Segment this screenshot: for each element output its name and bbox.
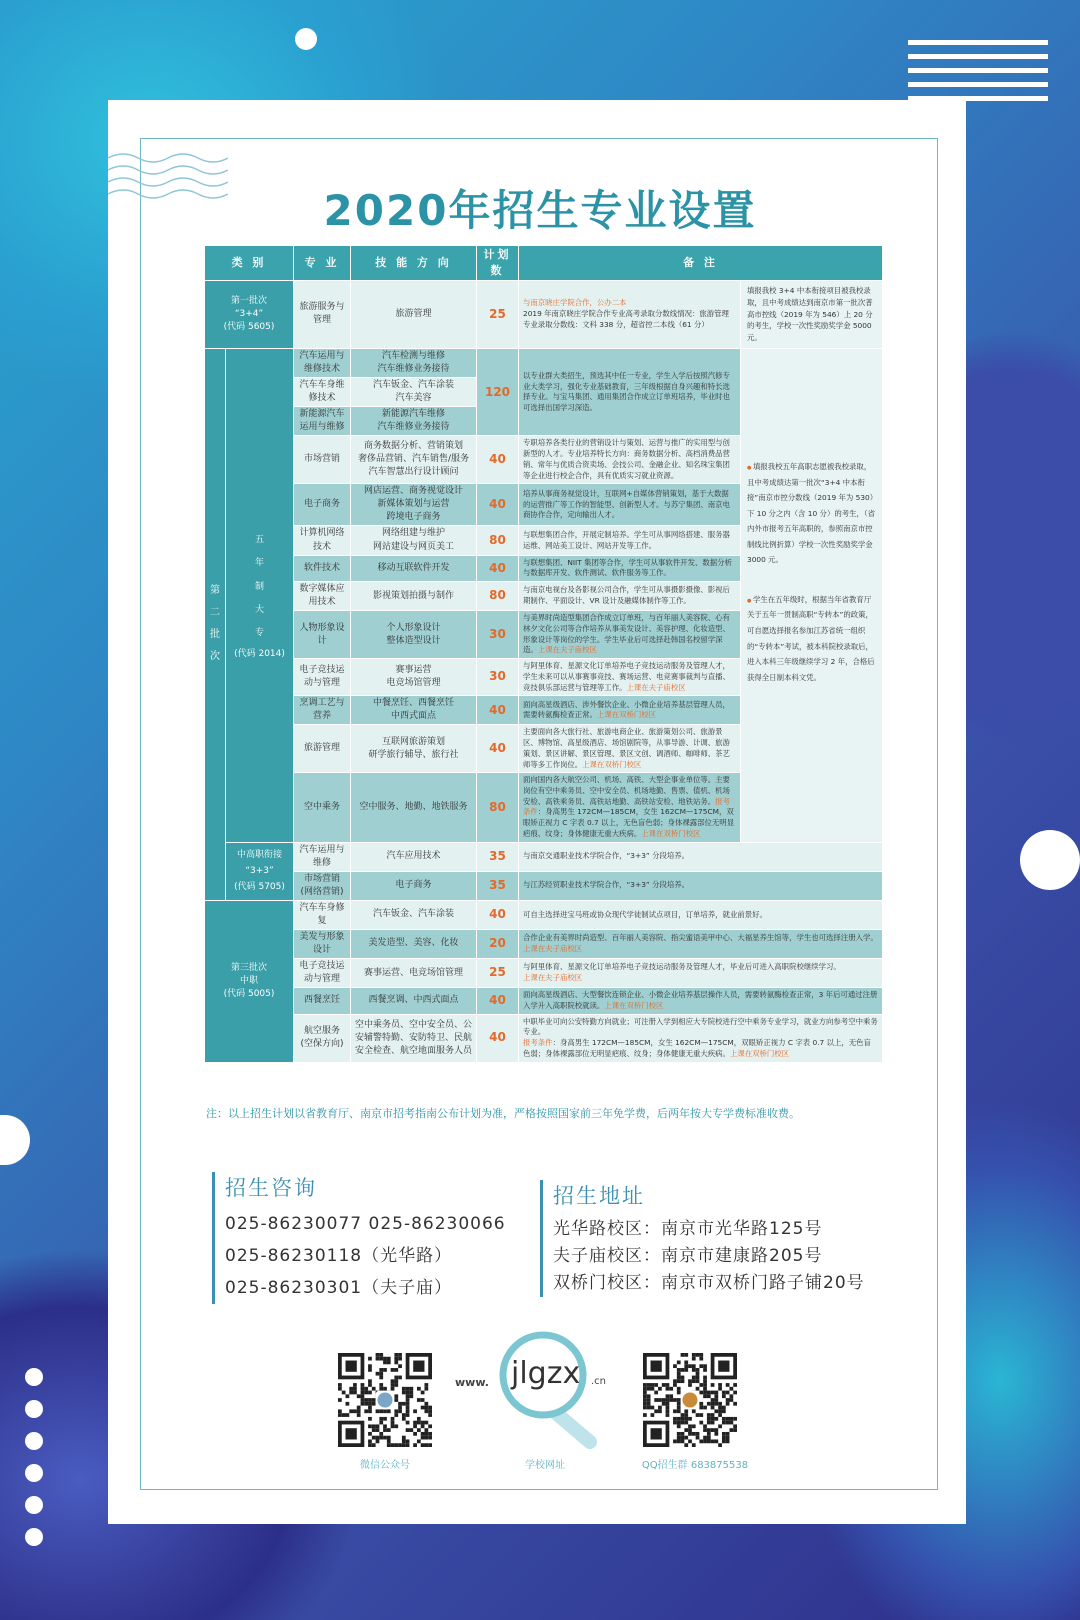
- remark-text: 与南京电视台及各影视公司合作，学生可从事摄影摄像、影视后期制作、平面设计、VR 设计及融媒体制作等工作。: [523, 585, 730, 606]
- remark-cell: [519, 280, 741, 348]
- major-cell: 新能源汽车运用与维修: [294, 407, 351, 436]
- highlight-text: 与南京晓庄学院合作，公办二本: [523, 298, 627, 308]
- majors-table: [204, 245, 883, 1063]
- major-cell: 电子竞技运动与管理: [294, 959, 351, 988]
- skills-cell: 西餐烹调、中西式面点: [351, 988, 477, 1014]
- highlight-text: 上课在夫子庙校区: [523, 973, 583, 983]
- group-code: (代码 2014): [234, 648, 285, 659]
- side-note: [747, 459, 876, 568]
- plan-count-cell: 40: [477, 436, 519, 484]
- plan-count-cell: 25: [477, 959, 519, 988]
- remark-text: ：身高男生 172CM—185CM，女生 162CM—175CM，双眼矫正视力 C 字表 0.7 以上，无色盲色弱；身体裸露部位无明显疤痕、纹身；身体健康无重大疾病。: [523, 807, 735, 838]
- bg-dot: [25, 1464, 43, 1482]
- table-row: [205, 1014, 883, 1062]
- highlight-text: 报考条件: [523, 796, 730, 817]
- consult-phone: 025-86230118（光华路）: [225, 1246, 453, 1266]
- skills-cell: 新能源汽车维修 汽车维修业务接待: [351, 407, 477, 436]
- group-cell: [226, 349, 294, 843]
- group-label: 五年制大专: [254, 534, 264, 639]
- skills-cell: 互联网旅游策划 研学旅行辅导、旅行社: [351, 725, 477, 773]
- highlight-text: 上课在双桥门校区: [596, 710, 657, 720]
- remark-cell: [519, 773, 741, 842]
- skills-cell: 移动互联软件开发: [351, 555, 477, 581]
- major-cell: 旅游管理: [294, 725, 351, 773]
- remark-cell: [519, 988, 883, 1014]
- remark-cell: [519, 725, 741, 773]
- bg-dot: [25, 1496, 43, 1514]
- plan-count-cell: 40: [477, 484, 519, 526]
- plan-count-cell: 35: [477, 842, 519, 871]
- major-cell: 烹调工艺与营养: [294, 696, 351, 725]
- remark-cell: [519, 526, 741, 555]
- skills-cell: 个人形象设计 整体造型设计: [351, 611, 477, 659]
- address-line: 夫子庙校区：南京市建康路205号: [553, 1246, 823, 1266]
- skills-cell: 美发造型、美容、化妆: [351, 929, 477, 958]
- remark-text: 与南京交通职业技术学院合作，“3+3” 分段培养。: [523, 851, 690, 861]
- header-cell: 类 别: [205, 246, 294, 281]
- school-website-logo[interactable]: [455, 1330, 630, 1450]
- remark-cell: [519, 484, 741, 526]
- plan-count-cell: 40: [477, 1014, 519, 1062]
- footnote: 注：以上招生计划以省教育厅、南京市招考指南公布计划为准，严格按照国家前三年免学费，后两年按大专学费标准收费。: [206, 1107, 800, 1120]
- major-cell: 汽车车身维修技术: [294, 378, 351, 407]
- bg-dot: [25, 1400, 43, 1418]
- remark-cell: [519, 582, 741, 611]
- side-note: 填报我校 3+4 中本衔接项目被我校录取，且中考成绩达到南京市第一批次普高市控线（2019 年为 546）上 20 分的考生，学校一次性奖励奖学金 5000 元。: [741, 280, 883, 348]
- wechat-qr-label: 微信公众号: [360, 1460, 410, 1471]
- major-cell: 市场营销 (网络营销): [294, 871, 351, 900]
- table-row: [205, 871, 883, 900]
- bg-dot: [295, 28, 317, 50]
- remark-text: 与阿里体育、星源文化订单培养电子竞技运动服务及管理人才，学生未来可以从事赛事竞技、赛场运营、电竞赛事裁判与直播、竞技俱乐部运营与管理等工作。: [523, 661, 730, 692]
- highlight-text: 上课在双桥门校区: [604, 1000, 664, 1010]
- skills-cell: 影视策划拍摄与制作: [351, 582, 477, 611]
- major-cell: 市场营销: [294, 436, 351, 484]
- major-cell: 汽车运用与维修: [294, 842, 351, 871]
- site-prefix: www.: [455, 1376, 489, 1389]
- skills-cell: 空中服务、地勤、地铁服务: [351, 773, 477, 842]
- remark-cell: [519, 871, 883, 900]
- header-cell: 专 业: [294, 246, 351, 281]
- skills-cell: 旅游管理: [351, 280, 477, 348]
- group-label: “3+3”: [245, 866, 274, 877]
- skills-cell: 电子商务: [351, 871, 477, 900]
- skills-cell: 赛事运营、电竞场馆管理: [351, 959, 477, 988]
- major-cell: 西餐烹饪: [294, 988, 351, 1014]
- plan-count-cell: 30: [477, 659, 519, 696]
- address-title: 招生地址: [553, 1184, 645, 1208]
- side-note-text: 填报我校五年高职志愿被我校录取，且中考成绩达第一批次“3+4 中本衔接”南京市控分数线（2019 年为 530）下 10 分之内（含 10 分）的考生，（省内外市报考五年高职的，参照南京市控制线比例折算）学校一次性奖励奖学金 3000 元。: [747, 462, 875, 565]
- table-row: [205, 929, 883, 958]
- remark-text: 面向高星级酒店、涉外餐饮企业、小微企业培养基层管理人员，需要转氨酶检查正常。: [523, 699, 730, 720]
- remark-text: 2019 年南京晓庄学院合作专业高考录取分数线情况：旅游管理专业录取分数线：文科 338 分，超省控二本线（61 分）: [523, 309, 729, 329]
- batch-label: (代码 5005): [223, 988, 275, 999]
- remark-text: 与美界时尚造型集团合作成立订单班，与百年丽人美容院、心有林夕文化公司等合作培养从事美发设计、美容护理、化妆造型、形象设计等岗位的学生。学生毕业后可选择赴韩国名校留学深造。: [523, 613, 730, 655]
- wechat-qr-code[interactable]: [338, 1353, 432, 1447]
- address-line: 双桥门校区：南京市双桥门路子铺20号: [553, 1273, 865, 1293]
- skills-cell: 中餐烹饪、西餐烹饪 中西式面点: [351, 696, 477, 725]
- major-cell: 汽车运用与维修技术: [294, 349, 351, 378]
- bg-dot: [1020, 830, 1080, 890]
- remark-text: 以专业群大类招生，预选其中任一专业，学生入学后按照汽修专业大类学习，强化专业基础教育，三年级根据自身兴趣和特长选择专业。与宝马集团、通用集团合作成立订单班培养，毕业时也可选择出国学习深造。: [523, 370, 730, 412]
- remark-cell: [519, 349, 741, 436]
- highlight-text: 上课在双桥门校区: [641, 828, 701, 838]
- table-row: [205, 900, 883, 929]
- highlight-text: 上课在双桥门校区: [582, 759, 642, 769]
- remark-cell: [519, 555, 741, 581]
- plan-count-cell: 25: [477, 280, 519, 348]
- remark-text: 与联想集团合作，开展定制培养。学生可从事网络搭建、服务器运维、网站美工设计、网站开发等工作。: [523, 529, 730, 550]
- major-cell: 电子竞技运动与管理: [294, 659, 351, 696]
- header-cell: 技 能 方 向: [351, 246, 477, 281]
- skills-cell: 赛事运营 电竞场馆管理: [351, 659, 477, 696]
- batch-cell: [205, 900, 294, 1062]
- plan-count-cell: 20: [477, 929, 519, 958]
- skills-cell: 商务数据分析、营销策划 奢侈品营销、汽车销售/服务 汽车智慧出行设计顾问: [351, 436, 477, 484]
- plan-count-cell: 40: [477, 696, 519, 725]
- remark-cell: [519, 929, 883, 958]
- plan-count-cell: 40: [477, 555, 519, 581]
- remark-text: 与江苏经贸职业技术学院合作，“3+3” 分段培养。: [523, 880, 690, 890]
- qq-qr-label: QQ招生群 683875538: [641, 1460, 749, 1471]
- remark-cell: [519, 1014, 883, 1062]
- bg-dot: [25, 1528, 43, 1546]
- remark-text: 主要面向各大旅行社、旅游电商企业、旅游策划公司、旅游景区、博物馆、高星级酒店、场馆剧院等，从事导游、计调、旅游策划、景区讲解、景区管理、景区文创、调酒师、咖啡师、茶艺师等多工作岗位。: [523, 727, 730, 769]
- skills-cell: 空中乘务员、空中安全员、公安辅警特勤、安防特卫、民航安全检查、航空地面服务人员: [351, 1014, 477, 1062]
- highlight-text: 上课在夫子庙校区: [537, 645, 597, 655]
- address-line: 光华路校区：南京市光华路125号: [553, 1219, 823, 1239]
- remark-text: 与联想集团、NIIT 集团等合作，学生可从事软件开发、数据分析与数据库开发、软件测试、软件服务等工作。: [523, 557, 732, 578]
- major-cell: 计算机网络技术: [294, 526, 351, 555]
- header-cell: 计划数: [477, 246, 519, 281]
- table-row: [205, 280, 883, 348]
- plan-count-cell: 35: [477, 871, 519, 900]
- plan-count-cell: 40: [477, 988, 519, 1014]
- remark-text: 合作企业有美界时尚造型、百年丽人美容院、指尖蜜语美甲中心、大福星养生馆等，学生也可选择注册入学。: [523, 933, 878, 943]
- remark-text: 与阿里体育、星源文化订单培养电子竞技运动服务及管理人才，毕业后可进入高职院校继续学习。: [523, 962, 841, 972]
- site-label: 学校网址: [525, 1460, 565, 1471]
- skills-cell: 汽车检测与维修 汽车维修业务接待: [351, 349, 477, 378]
- table-row: [205, 959, 883, 988]
- consult-title: 招生咨询: [225, 1176, 317, 1200]
- remark-text: ：身高男生 172CM—185CM，女生 162CM—175CM，双眼矫正视力 C 字表 0.7 以上，无色盲色弱；身体裸露部位无明显疤痕、纹身；身体健康无重大疾病。: [523, 1038, 871, 1058]
- remark-cell: [519, 959, 883, 988]
- plan-count-cell: 40: [477, 900, 519, 929]
- batch-label: “3+4”: [234, 308, 264, 319]
- major-cell: 空中乘务: [294, 773, 351, 842]
- skills-cell: 汽车应用技术: [351, 842, 477, 871]
- major-cell: 旅游服务与管理: [294, 280, 351, 348]
- consult-phone: 025-86230077 025-86230066: [225, 1214, 506, 1234]
- batch-label: 中职: [239, 975, 258, 986]
- remark-cell: [519, 900, 883, 929]
- consult-phone: 025-86230301（夫子庙）: [225, 1278, 453, 1298]
- batch-cell: [205, 280, 294, 348]
- address-section: [540, 1180, 865, 1297]
- page-title: 2020年招生专业设置: [323, 186, 757, 235]
- major-cell: 航空服务 (空保方向): [294, 1014, 351, 1062]
- remark-cell: [519, 696, 741, 725]
- remark-text: 中职毕业可向公安特勤方向就业；可注册入学到相应大专院校进行空中乘务专业学习，就业方向参考空中乘务专业。: [523, 1016, 878, 1037]
- major-cell: 美发与形象设计: [294, 929, 351, 958]
- bullet-icon: ●: [747, 465, 753, 472]
- plan-count-cell: 40: [477, 725, 519, 773]
- batch-cell-vertical: [205, 349, 226, 901]
- header-cell: 备 注: [519, 246, 883, 281]
- remark-text: 面向高星级酒店、大型餐饮连锁企业、小微企业培养基层操作人员，需要转氨酶检查正常，3 年后可通过注册入学升入高职院校就读。: [523, 990, 878, 1010]
- major-cell: 软件技术: [294, 555, 351, 581]
- batch-label-vertical: 第二批次: [210, 585, 220, 663]
- plan-count-cell: 80: [477, 582, 519, 611]
- remark-cell: [519, 659, 741, 696]
- remark-cell: [519, 842, 883, 871]
- skills-cell: 网络组建与维护 网站建设与网页美工: [351, 526, 477, 555]
- remark-text: 培养从事商务视觉设计，互联网+自媒体营销策划，基于大数据的运营推广等工作的智能型、创新型人才。与苏宁集团、南京电商协作合作，定向输出人才。: [523, 488, 730, 520]
- table-row: [205, 842, 883, 871]
- plan-count-cell: 80: [477, 773, 519, 842]
- site-name: jlgzx: [511, 1356, 581, 1391]
- plan-count-cell: 80: [477, 526, 519, 555]
- bg-dot: [25, 1368, 43, 1386]
- highlight-text: 上课在夫子庙校区: [626, 682, 686, 692]
- highlight-text: 上课在夫子庙校区: [523, 944, 583, 954]
- major-cell: 电子商务: [294, 484, 351, 526]
- remark-cell: [519, 611, 741, 659]
- batch-label: 第一批次: [230, 295, 267, 306]
- table-header: [205, 246, 883, 281]
- remark-cell: [519, 436, 741, 484]
- bg-dot: [0, 1115, 30, 1165]
- consult-section: [212, 1172, 506, 1304]
- side-note: [747, 592, 876, 685]
- bullet-icon: ●: [747, 597, 753, 604]
- major-cell: 数字媒体应用技术: [294, 582, 351, 611]
- skills-cell: 网店运营、商务视觉设计 新媒体策划与运营 跨境电子商务: [351, 484, 477, 526]
- table-row: [205, 349, 883, 378]
- major-cell: 汽车车身修复: [294, 900, 351, 929]
- group-code: (代码 5705): [234, 882, 285, 893]
- major-cell: 人物形象设计: [294, 611, 351, 659]
- site-suffix: .cn: [591, 1376, 607, 1387]
- batch-label: 第三批次: [230, 962, 267, 973]
- highlight-text: 上课在双桥门校区: [729, 1048, 790, 1058]
- skills-cell: 汽车钣金、汽车涂装: [351, 900, 477, 929]
- batch-label: (代码 5605): [223, 322, 275, 332]
- plan-count-cell: 30: [477, 611, 519, 659]
- remark-text: 专职培养各类行业的营销设计与策划、运营与推广的实用型与创新型的人才。专业培养特长方向：商务数据分析、高档消费品营销、常年与优质合资卖场、会技公司、金融企业、知名珠宝集团等企业进行校企合作，具有优质实习就业资源。: [523, 438, 730, 480]
- remark-text: 面向国内各大航空公司、机场、高铁、大型企事业单位等。主要岗位有空中乘务员、空中安全员、机场地勤、售票、值机、机场安检、高铁乘务员、高铁站地勤、高铁站安检、地铁站务。: [523, 775, 730, 806]
- bg-dot: [25, 1432, 43, 1450]
- group-label: 中高职衔接: [236, 850, 282, 860]
- highlight-text: 报考条件: [523, 1038, 553, 1048]
- remark-text: 可自主选择进宝马班或协众现代学徒制试点项目，订单培养，就业前景好。: [523, 909, 767, 919]
- side-notes: [741, 349, 883, 843]
- group-cell: [226, 842, 294, 900]
- skills-cell: 汽车钣金、汽车涂装 汽车美容: [351, 378, 477, 407]
- side-note-text: 学生在五年级时，根据当年省教育厅关于五年一贯制高职“专转本”的政策，可自愿选择报名参加江苏省统一组织的“专转本”考试，被本科院校录取后，进入本科三年级继续学习 2 年，合格后获得全日制本科文凭。: [747, 594, 875, 682]
- qq-group-qr-code[interactable]: [643, 1353, 737, 1447]
- table-row: [205, 988, 883, 1014]
- plan-count-cell: 120: [477, 349, 519, 436]
